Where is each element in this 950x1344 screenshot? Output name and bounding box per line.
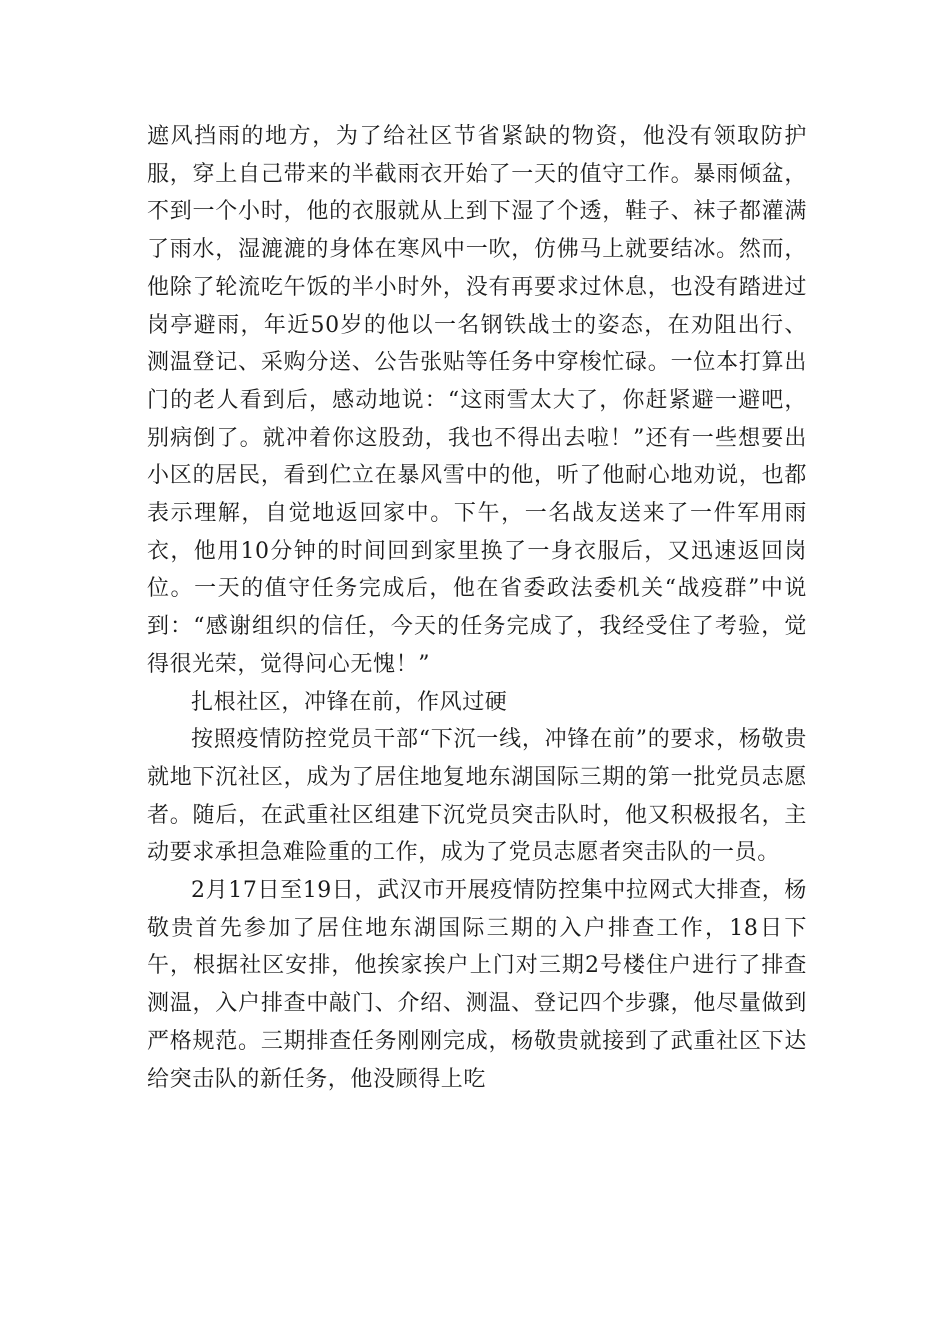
paragraph-volunteer: 按照疫情防控党员干部“下沉一线，冲锋在前”的要求，杨敬贵就地下沉社区，成为了居住地复地东湖国际三期的第一批党员志愿者。随后，在武重社区组建下沉党员突击队时，他又积极报名，主动要求承担急难险重的工作，成为了党员志愿者突击队的一员。: [147, 727, 807, 866]
paragraph-storm-duty: 遮风挡雨的地方，为了给社区节省紧缺的物资，他没有领取防护服，穿上自己带来的半截雨衣开始了一天的值守工作。暴雨倾盆，不到一个小时，他的衣服就从上到下湿了个透，鞋子、袜子都灌满了雨水，湿漉漉的身体在寒风中一吹，仿佛马上就要结冰。然而，他除了轮流吃午饭的半小时外，没有再要求过休息，也没有踏进过岗亭避雨，年近50岁的他以一名钢铁战士的姿态，在劝阻出行、测温登记、采购分送、公告张贴等任务中穿梭忙碌。一位本打算出门的老人看到后，感动地说：“这雨雪太大了，你赶紧避一避吧，别病倒了。就冲着你这股劲，我也不得出去啦！”还有一些想要出小区的居民，看到伫立在暴风雪中的他，听了他耐心地劝说，也都表示理解，自觉地返回家中。下午，一名战友送来了一件军用雨衣，他用10分钟的时间回到家里换了一身衣服后，又迅速返回岗位。一天的值守任务完成后，他在省委政法委机关“战疫群”中说到：“感谢组织的信任，今天的任务完成了，我经受住了考验，觉得很光荣，觉得问心无愧！”: [147, 124, 807, 677]
section-heading: 扎根社区，冲锋在前，作风过硬: [191, 689, 508, 715]
paragraph-screening: 2月17日至19日，武汉市开展疫情防控集中拉网式大排查，杨敬贵首先参加了居住地东湖国际三期的入户排查工作，18日下午，根据社区安排，他挨家挨户上门对三期2号楼住户进行了排查测温，入户排查中敲门、介绍、测温、登记四个步骤，他尽量做到严格规范。三期排查任务刚刚完成，杨敬贵就接到了武重社区下达给突击队的新任务，他没顾得上吃: [147, 878, 807, 1092]
document-body: [147, 118, 807, 1098]
